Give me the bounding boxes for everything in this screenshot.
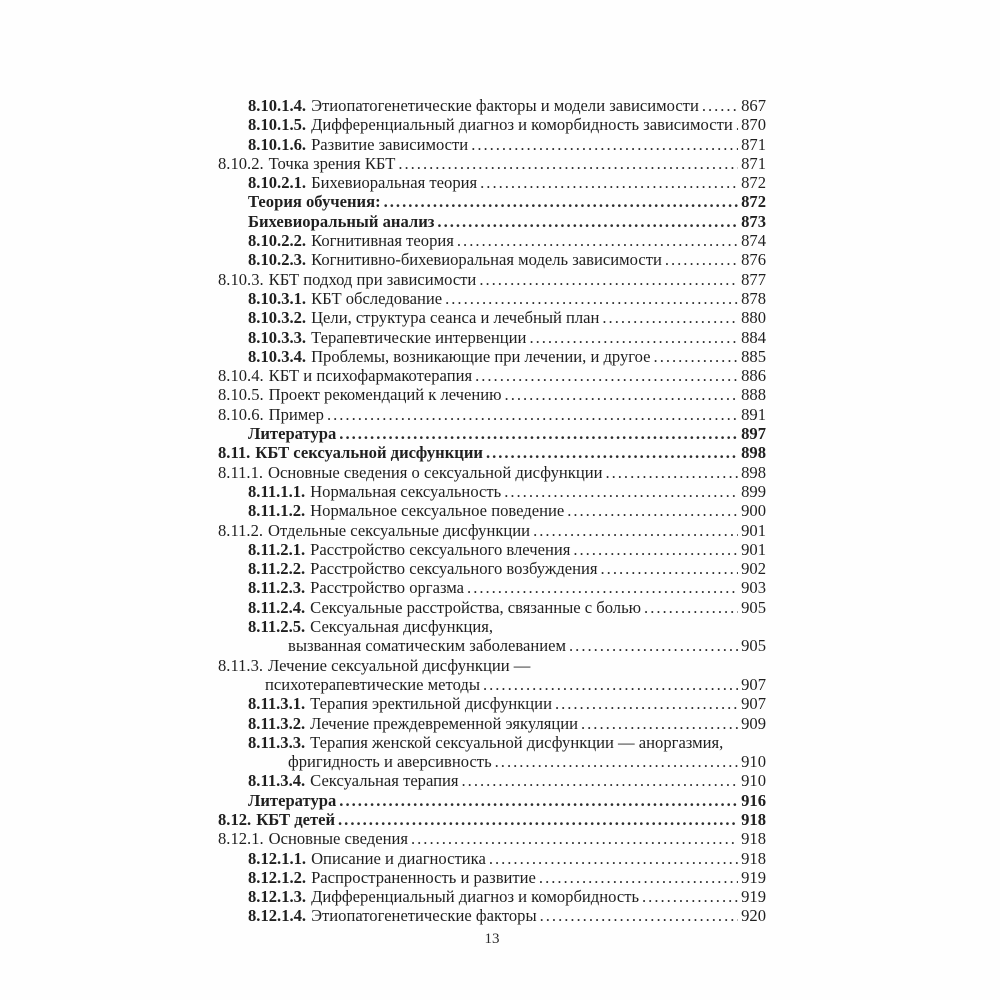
entry-number: 8.11.	[218, 443, 251, 463]
entry-title: Расстройство сексуального возбуждения	[310, 559, 598, 579]
entry-number: 8.10.3.3.	[248, 327, 307, 347]
dot-leader	[573, 540, 738, 559]
entry-page-number: 910	[741, 752, 766, 772]
entry-title: Литература	[248, 424, 337, 444]
entry-number: 8.10.2.2.	[248, 231, 307, 251]
entry-page-number: 905	[741, 597, 766, 617]
entry-title: Точка зрения КБТ	[268, 153, 396, 173]
toc-entry	[218, 829, 766, 848]
dot-leader	[702, 96, 738, 115]
entry-number: 8.10.2.3.	[248, 250, 307, 270]
entry-page-number: 867	[741, 96, 766, 115]
entry-title: психотерапевтические методы	[265, 674, 480, 694]
entry-page-number: 878	[741, 288, 766, 308]
toc-entry	[218, 231, 766, 250]
entry-page-number: 871	[741, 153, 766, 173]
toc-list	[218, 96, 766, 926]
toc-entry	[218, 347, 766, 366]
toc-entry	[218, 366, 766, 385]
entry-number: 8.11.2.2.	[248, 559, 306, 579]
dot-leader	[489, 849, 738, 868]
dot-leader	[644, 598, 738, 617]
toc-entry	[218, 694, 766, 713]
dot-leader	[602, 308, 738, 327]
entry-number: 8.11.2.3.	[248, 578, 306, 598]
entry-title: Когнитивно-бихевиоральная модель зависимости	[311, 250, 662, 270]
entry-title: Сексуальная терапия	[310, 771, 459, 791]
entry-title: вызванная соматическим заболеванием	[288, 636, 567, 656]
entry-title: Пример	[268, 404, 324, 424]
entry-page-number: 903	[741, 578, 766, 598]
entry-title: Основные сведения о сексуальной дисфункции	[268, 462, 603, 482]
dot-leader	[384, 192, 738, 211]
entry-page-number: 919	[741, 887, 766, 907]
toc-entry	[218, 521, 766, 540]
entry-page-number: 877	[741, 269, 766, 289]
dot-leader	[581, 714, 738, 733]
dot-leader	[475, 366, 738, 385]
toc-entry	[218, 405, 766, 424]
entry-number: 8.10.2.	[218, 153, 264, 173]
entry-title: Лечение преждевременной эякуляции	[310, 713, 578, 733]
entry-number: 8.10.6.	[218, 404, 264, 424]
entry-title: Когнитивная теория	[311, 231, 454, 251]
toc-entry	[218, 270, 766, 289]
dot-leader	[555, 694, 738, 713]
toc-entry	[218, 308, 766, 327]
entry-title: Терапевтические интервенции	[311, 327, 527, 347]
dot-leader	[480, 173, 738, 192]
entry-number: 8.10.1.5.	[248, 115, 307, 135]
entry-number: 8.12.1.	[218, 829, 264, 849]
toc-entry	[218, 173, 766, 192]
dot-leader	[479, 270, 738, 289]
toc-entry	[218, 192, 766, 211]
toc-entry	[218, 559, 766, 578]
dot-leader	[505, 385, 739, 404]
entry-page-number: 880	[741, 308, 766, 328]
entry-page-number: 888	[741, 385, 766, 405]
entry-number: 8.10.4.	[218, 366, 264, 386]
entry-title: Этиопатогенетические факторы и модели зависимости	[311, 96, 699, 115]
dot-leader	[486, 443, 738, 462]
entry-page-number: 918	[741, 809, 766, 829]
entry-number: 8.10.5.	[218, 385, 264, 405]
entry-title: Дифференциальный диагноз и коморбидность	[311, 887, 640, 907]
entry-page-number: 871	[741, 134, 766, 154]
entry-number: 8.12.1.3.	[248, 887, 307, 907]
entry-number: 8.10.1.4.	[248, 96, 307, 115]
dot-leader	[540, 906, 738, 925]
entry-number: 8.10.3.1.	[248, 288, 307, 308]
toc-entry	[218, 482, 766, 501]
entry-page-number: 873	[741, 211, 766, 231]
dot-leader	[495, 752, 738, 771]
dot-leader	[339, 424, 738, 443]
dot-leader	[445, 289, 738, 308]
entry-number: 8.11.3.2.	[248, 713, 306, 733]
entry-page-number: 902	[741, 559, 766, 579]
toc-entry	[218, 771, 766, 790]
entry-page-number: 907	[741, 674, 766, 694]
toc-entry	[218, 578, 766, 597]
dot-leader	[601, 559, 739, 578]
toc-entry	[218, 636, 766, 655]
entry-page-number: 897	[741, 424, 766, 444]
entry-page-number: 872	[741, 173, 766, 193]
entry-number: 8.12.	[218, 809, 252, 829]
toc-entry	[218, 385, 766, 404]
toc-entry	[218, 501, 766, 520]
entry-page-number: 920	[741, 906, 766, 926]
toc-entry	[218, 849, 766, 868]
entry-number: 8.11.2.1.	[248, 539, 306, 559]
entry-title: Расстройство оргазма	[310, 578, 465, 598]
dot-leader	[462, 771, 739, 790]
entry-title: Бихевиоральный анализ	[248, 211, 435, 231]
entry-number: 8.11.2.	[218, 520, 264, 540]
entry-title: Бихевиоральная теория	[311, 173, 478, 193]
entry-title: Литература	[248, 790, 337, 810]
entry-number: 8.12.1.2.	[248, 867, 307, 887]
toc-entry	[218, 617, 766, 636]
toc-entry	[218, 463, 766, 482]
entry-number: 8.12.1.1.	[248, 848, 307, 868]
entry-page-number: 884	[741, 327, 766, 347]
toc-entry	[218, 598, 766, 617]
entry-page-number: 876	[741, 250, 766, 270]
entry-number: 8.11.2.4.	[248, 597, 306, 617]
entry-number: 8.11.3.4.	[248, 771, 306, 791]
entry-title: Сексуальная дисфункция,	[310, 617, 494, 637]
entry-title: Проблемы, возникающие при лечении, и другое	[311, 346, 651, 366]
entry-title: Сексуальные расстройства, связанные с болью	[310, 597, 642, 617]
entry-title: КБТ обследование	[311, 288, 443, 308]
entry-title: Отдельные сексуальные дисфункции	[268, 520, 531, 540]
dot-leader	[437, 212, 738, 231]
entry-title: КБТ сексуальной дисфункции	[255, 443, 483, 463]
toc-entry	[218, 135, 766, 154]
entry-number: 8.11.2.5.	[248, 617, 306, 637]
dot-leader	[654, 347, 739, 366]
entry-page-number: 900	[741, 501, 766, 521]
entry-title: Терапия эректильной дисфункции	[310, 694, 552, 714]
entry-number: 8.10.1.6.	[248, 134, 307, 154]
toc-entry	[218, 733, 766, 752]
dot-leader	[339, 791, 738, 810]
entry-page-number: 872	[741, 192, 766, 212]
entry-title: Цели, структура сеанса и лечебный план	[311, 308, 600, 328]
dot-leader	[567, 501, 738, 520]
entry-page-number: 910	[741, 771, 766, 791]
entry-page-number: 898	[741, 462, 766, 482]
entry-number: 8.10.3.	[218, 269, 264, 289]
toc-entry	[218, 810, 766, 829]
dot-leader	[338, 810, 738, 829]
entry-title: КБТ и психофармакотерапия	[268, 366, 473, 386]
entry-page-number: 898	[741, 443, 766, 463]
entry-number: 8.11.1.2.	[248, 501, 306, 521]
dot-leader	[642, 887, 738, 906]
entry-title: Дифференциальный диагноз и коморбидность зависимости	[311, 115, 733, 135]
entry-page-number: 899	[741, 481, 766, 501]
toc-entry	[218, 656, 766, 675]
dot-leader	[411, 829, 738, 848]
entry-page-number: 874	[741, 231, 766, 251]
entry-page-number: 907	[741, 694, 766, 714]
entry-page-number: 886	[741, 366, 766, 386]
entry-number: 8.12.1.4.	[248, 906, 307, 926]
entry-title: Теория обучения:	[248, 192, 381, 212]
toc-entry	[218, 540, 766, 559]
dot-leader	[457, 231, 738, 250]
toc-entry	[218, 791, 766, 810]
entry-number: 8.11.1.1.	[248, 481, 306, 501]
entry-title: Нормальная сексуальность	[310, 481, 502, 501]
entry-page-number: 919	[741, 867, 766, 887]
toc-entry	[218, 328, 766, 347]
entry-number: 8.11.3.1.	[248, 694, 306, 714]
dot-leader	[327, 405, 738, 424]
toc-entry	[218, 289, 766, 308]
entry-number: 8.11.3.	[218, 655, 264, 675]
entry-number: 8.10.3.4.	[248, 346, 307, 366]
toc-entry	[218, 868, 766, 887]
toc-entry	[218, 96, 766, 115]
entry-title: Этиопатогенетические факторы	[311, 906, 537, 926]
toc-entry	[218, 424, 766, 443]
toc-entry	[218, 250, 766, 269]
dot-leader	[471, 135, 738, 154]
entry-title: Распространенность и развитие	[311, 867, 536, 887]
toc-entry	[218, 443, 766, 462]
entry-page-number: 909	[741, 713, 766, 733]
entry-title: Расстройство сексуального влечения	[310, 539, 571, 559]
entry-page-number: 901	[741, 520, 766, 540]
entry-page-number: 905	[741, 636, 766, 656]
entry-title: Проект рекомендаций к лечению	[268, 385, 502, 405]
dot-leader	[467, 578, 738, 597]
toc-entry	[218, 887, 766, 906]
entry-page-number: 885	[741, 346, 766, 366]
entry-page-number: 891	[741, 404, 766, 424]
toc-entry	[218, 906, 766, 925]
toc-entry	[218, 675, 766, 694]
entry-number: 8.10.3.2.	[248, 308, 307, 328]
entry-page-number: 916	[741, 790, 766, 810]
entry-title: Терапия женской сексуальной дисфункции — аноргазмия,	[310, 732, 724, 752]
dot-leader	[483, 675, 738, 694]
dot-leader	[736, 115, 738, 134]
entry-page-number: 870	[741, 115, 766, 135]
entry-page-number: 918	[741, 829, 766, 849]
dot-leader	[665, 250, 738, 269]
entry-title: Развитие зависимости	[311, 134, 469, 154]
entry-title: Лечение сексуальной дисфункции —	[268, 655, 531, 675]
entry-page-number: 918	[741, 848, 766, 868]
entry-title: КБТ подход при зависимости	[268, 269, 477, 289]
dot-leader	[569, 636, 738, 655]
entry-page-number: 901	[741, 539, 766, 559]
dot-leader	[398, 154, 738, 173]
toc-entry	[218, 752, 766, 771]
dot-leader	[605, 463, 738, 482]
entry-number: 8.11.3.3.	[248, 732, 306, 752]
entry-title: Нормальное сексуальное поведение	[310, 501, 565, 521]
dot-leader	[529, 328, 738, 347]
entry-title: фригидность и аверсивность	[288, 752, 492, 772]
dot-leader	[539, 868, 738, 887]
entry-title: Основные сведения	[268, 829, 408, 849]
dot-leader	[504, 482, 738, 501]
toc-entry	[218, 714, 766, 733]
entry-title: Описание и диагностика	[311, 848, 486, 868]
entry-number: 8.10.2.1.	[248, 173, 307, 193]
dot-leader	[533, 521, 738, 540]
toc-entry	[218, 212, 766, 231]
entry-title: КБТ детей	[256, 809, 336, 829]
toc-entry	[218, 115, 766, 134]
toc-entry	[218, 154, 766, 173]
entry-number: 8.11.1.	[218, 462, 264, 482]
page-footer-number: 13	[484, 931, 500, 947]
